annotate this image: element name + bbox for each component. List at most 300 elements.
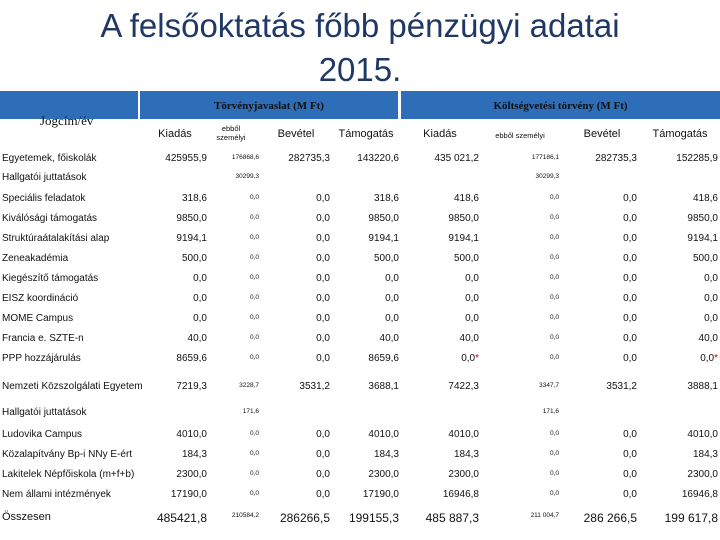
- cell-value: 184,3: [373, 449, 399, 460]
- cell-col-1: [193, 273, 207, 284]
- cell-value: 0,0: [549, 430, 559, 437]
- cell-col-3: [316, 333, 330, 344]
- cell-value: 0,0: [623, 429, 637, 440]
- cell-col-1: [176, 233, 207, 244]
- cell-value: 0,0: [700, 353, 715, 364]
- cell-col-8: [687, 381, 718, 392]
- cell-col-8: [687, 233, 718, 244]
- cell-value: 0,0: [704, 313, 718, 324]
- cell-value: 7219,3: [176, 381, 207, 392]
- cell-col-3: [288, 153, 330, 164]
- cell-value: 0,0: [461, 353, 476, 364]
- cell-value: 9194,1: [687, 233, 718, 244]
- cell-col-6: [550, 430, 559, 437]
- cell-value: 2300,0: [687, 469, 718, 480]
- cell-value: 0,0: [316, 273, 330, 284]
- cell-col-4: [368, 469, 399, 480]
- cell-value: 0,0: [623, 273, 637, 284]
- cell-col-7: [623, 353, 637, 364]
- cell-col-8: [699, 333, 718, 344]
- cell-col-5: [461, 353, 479, 364]
- cell-col-7: [623, 469, 637, 480]
- cell-value: 0,0: [249, 450, 259, 457]
- col-ebbol-2: ebből személyi: [495, 131, 545, 140]
- cell-col-6: [550, 254, 559, 261]
- cell-col-5: [448, 213, 479, 224]
- cell-value: 210584,2: [231, 512, 259, 519]
- cell-col-5: [443, 489, 479, 500]
- cell-value: 0,0: [316, 489, 330, 500]
- title-line-1: A felsőoktatás főbb pénzügyi adatai: [100, 7, 620, 44]
- cell-col-5: [465, 293, 479, 304]
- cell-col-4: [368, 233, 399, 244]
- cell-value: 8659,6: [176, 353, 207, 364]
- row-label: Francia e. SZTE-n: [2, 333, 84, 344]
- row-label: Lakitelek Népfőiskola (m+f+b): [2, 469, 135, 480]
- cell-value: 0,0: [249, 234, 259, 241]
- row-label: Nem állami intézmények: [2, 489, 111, 500]
- cell-col-8: [687, 213, 718, 224]
- cell-value: 199 617,8: [664, 511, 718, 525]
- cell-col-5: [448, 381, 479, 392]
- cell-value: 2300,0: [176, 469, 207, 480]
- cell-col-6: [531, 512, 559, 519]
- cell-value: 0,0: [316, 313, 330, 324]
- cell-value: 0,0: [623, 193, 637, 204]
- cell-col-3: [316, 469, 330, 480]
- cell-col-1: [176, 469, 207, 480]
- cell-col-3: [316, 193, 330, 204]
- row-label: Struktúraátalakítási alap: [2, 233, 110, 244]
- cell-col-1: [171, 489, 207, 500]
- cell-col-3: [316, 313, 330, 324]
- cell-value: 0,0: [193, 313, 207, 324]
- cell-col-5: [454, 449, 479, 460]
- cell-col-8: [687, 429, 718, 440]
- row-label: Összesen: [2, 511, 51, 523]
- cell-value: 0,0: [623, 293, 637, 304]
- cell-col-5: [465, 313, 479, 324]
- cell-value: 171,6: [542, 408, 559, 415]
- cell-col-4: [385, 293, 399, 304]
- cell-col-2: [250, 334, 259, 341]
- cell-value: 0,0: [249, 294, 259, 301]
- cell-value: 30299,3: [235, 173, 259, 180]
- cell-value: 199155,3: [348, 511, 399, 525]
- cell-col-8: [676, 153, 718, 164]
- cell-value: 0,0: [316, 233, 330, 244]
- cell-value: 0,0: [249, 354, 259, 361]
- cell-value: 418,6: [692, 193, 718, 204]
- cell-value: 9194,1: [368, 233, 399, 244]
- cell-value: 0,0: [549, 334, 559, 341]
- cell-col-4: [385, 313, 399, 324]
- cell-col-8: [693, 253, 718, 264]
- cell-col-4: [380, 333, 399, 344]
- cell-value: 9850,0: [176, 213, 207, 224]
- cell-value: 3888,1: [687, 381, 718, 392]
- row-label: Kiválósági támogatás: [2, 213, 98, 224]
- cell-value: 17190,0: [170, 489, 207, 500]
- cell-value: 9194,1: [448, 233, 479, 244]
- cell-value: 40,0: [379, 333, 399, 344]
- cell-value: 0,0: [623, 213, 637, 224]
- cell-col-1: [176, 353, 207, 364]
- cell-col-8: [704, 293, 718, 304]
- cell-value: 184,3: [692, 449, 718, 460]
- cell-col-2: [250, 234, 259, 241]
- cell-col-4: [374, 193, 399, 204]
- cell-col-5: [448, 429, 479, 440]
- cell-value: 8659,6: [368, 353, 399, 364]
- cell-col-4: [385, 273, 399, 284]
- row-label: Ludovika Campus: [2, 429, 83, 440]
- cell-col-6: [550, 314, 559, 321]
- cell-value: 0,0: [623, 449, 637, 460]
- col-ebbol-1: [206, 124, 256, 142]
- cell-value: 184,3: [453, 449, 479, 460]
- cell-value: 0,0: [549, 314, 559, 321]
- cell-col-2: [250, 214, 259, 221]
- cell-col-2: [250, 194, 259, 201]
- row-label-header: Jogcím/év: [40, 113, 94, 128]
- cell-col-4: [374, 449, 399, 460]
- row-label: Speciális feladatok: [2, 193, 86, 204]
- cell-col-1: [182, 193, 207, 204]
- cell-value: 0,0: [249, 470, 259, 477]
- cell-value: 0,0: [623, 313, 637, 324]
- cell-col-3: [316, 253, 330, 264]
- group1-label: Törvényjavaslat (M Ft): [214, 100, 324, 112]
- cell-col-6: [550, 234, 559, 241]
- cell-col-2: [250, 470, 259, 477]
- cell-col-6: [550, 194, 559, 201]
- cell-value: 0,0: [249, 254, 259, 261]
- cell-value: 0,0: [385, 293, 399, 304]
- cell-value: 0,0: [249, 214, 259, 221]
- cell-col-5: [454, 193, 479, 204]
- cell-value: 0,0: [316, 193, 330, 204]
- cell-value: 40,0: [187, 333, 207, 344]
- cell-col-7: [595, 153, 637, 164]
- cell-col-7: [623, 193, 637, 204]
- cell-col-3: [316, 353, 330, 364]
- cell-col-6: [550, 450, 559, 457]
- cell-col-6: [543, 408, 559, 415]
- cell-col-3: [316, 449, 330, 460]
- cell-value: 0,0: [465, 313, 479, 324]
- cell-col-6: [536, 173, 560, 180]
- cell-value: 171,6: [242, 408, 259, 415]
- cell-col-8: [693, 449, 718, 460]
- cell-col-6: [550, 294, 559, 301]
- cell-value: 0,0: [316, 429, 330, 440]
- cell-col-1: [188, 333, 207, 344]
- cell-col-1: [182, 253, 207, 264]
- cell-value: 2300,0: [448, 469, 479, 480]
- cell-col-5: [454, 253, 479, 264]
- cell-col-7: [584, 511, 637, 525]
- cell-col-7: [623, 293, 637, 304]
- cell-col-7: [623, 213, 637, 224]
- cell-value: 0,0: [385, 313, 399, 324]
- cell-value: 40,0: [459, 333, 479, 344]
- cell-col-6: [550, 470, 559, 477]
- cell-col-4: [363, 489, 399, 500]
- cell-value: 286 266,5: [583, 511, 637, 525]
- cell-value: 500,0: [453, 253, 479, 264]
- cell-col-7: [623, 313, 637, 324]
- cell-value: 0,0: [316, 449, 330, 460]
- cell-col-1: [157, 511, 207, 525]
- cell-value: 0,0: [623, 489, 637, 500]
- cell-value: 16946,8: [442, 489, 479, 500]
- row-label: Nemzeti Közszolgálati Egyetem: [2, 381, 143, 392]
- cell-value: 40,0: [698, 333, 718, 344]
- cell-value: 0,0: [465, 273, 479, 284]
- cell-col-2: [243, 408, 259, 415]
- cell-col-8: [665, 511, 718, 525]
- cell-col-3: [299, 381, 330, 392]
- cell-value: 0,0: [549, 254, 559, 261]
- cell-value: 0,0: [193, 293, 207, 304]
- cell-col-5: [448, 233, 479, 244]
- cell-value: 0,0: [316, 253, 330, 264]
- cell-value: 152285,9: [676, 153, 718, 164]
- col-tamogatas-2: Támogatás: [652, 128, 708, 140]
- cell-value: 4010,0: [176, 429, 207, 440]
- cell-value: 4010,0: [448, 429, 479, 440]
- cell-col-6: [550, 214, 559, 221]
- cell-col-6: [550, 274, 559, 281]
- cell-col-4: [368, 213, 399, 224]
- cell-value: 500,0: [181, 253, 207, 264]
- row-label: MOME Campus: [2, 313, 74, 324]
- cell-col-4: [349, 511, 399, 525]
- cell-value: 3688,1: [368, 381, 399, 392]
- cell-value: 0,0: [193, 273, 207, 284]
- cell-value: 0,0: [549, 274, 559, 281]
- cell-col-8: [700, 353, 718, 364]
- cell-col-8: [693, 193, 718, 204]
- cell-value: 0,0: [316, 293, 330, 304]
- cell-value: 0,0: [249, 334, 259, 341]
- cell-value: 0,0: [465, 293, 479, 304]
- col-kiadas-1: Kiadás: [158, 128, 192, 140]
- cell-col-4: [368, 381, 399, 392]
- cell-value: 3531,2: [299, 381, 330, 392]
- cell-col-1: [176, 429, 207, 440]
- cell-value: 0,0: [623, 333, 637, 344]
- cell-value: 7422,3: [448, 381, 479, 392]
- footnote-star: *: [714, 353, 718, 364]
- cell-value: 0,0: [249, 314, 259, 321]
- cell-col-2: [232, 154, 259, 161]
- cell-value: 3531,2: [606, 381, 637, 392]
- cell-col-7: [606, 381, 637, 392]
- cell-col-2: [250, 254, 259, 261]
- cell-col-3: [316, 233, 330, 244]
- cell-col-4: [374, 253, 399, 264]
- col-ebbol-1-line2: személyi: [216, 133, 246, 142]
- cell-value: 0,0: [549, 194, 559, 201]
- cell-value: 418,6: [453, 193, 479, 204]
- cell-col-8: [704, 313, 718, 324]
- row-label: Egyetemek, főiskolák: [2, 153, 97, 164]
- cell-col-1: [165, 153, 207, 164]
- cell-value: 211 004,7: [530, 512, 559, 519]
- cell-value: 0,0: [316, 213, 330, 224]
- cell-value: 9850,0: [368, 213, 399, 224]
- cell-col-8: [704, 273, 718, 284]
- cell-value: 0,0: [549, 234, 559, 241]
- cell-col-3: [316, 489, 330, 500]
- cell-value: 318,6: [373, 193, 399, 204]
- cell-value: 0,0: [316, 469, 330, 480]
- cell-value: 0,0: [549, 470, 559, 477]
- row-label: Hallgatói juttatások: [2, 407, 87, 418]
- row-label: PPP hozzájárulás: [2, 353, 81, 364]
- footnote-star: *: [475, 353, 479, 364]
- row-label: Kiegészítő támogatás: [2, 273, 99, 284]
- cell-col-2: [250, 450, 259, 457]
- cell-value: 286266,5: [279, 511, 330, 525]
- title-line-2: 2015.: [318, 51, 402, 88]
- cell-value: 176868,6: [231, 154, 259, 161]
- cell-col-6: [550, 334, 559, 341]
- slide-title: [0, 4, 720, 92]
- cell-value: 0,0: [249, 274, 259, 281]
- col-bevetel-2: Bevétel: [583, 128, 621, 140]
- cell-value: 435 021,2: [434, 153, 479, 164]
- cell-col-3: [316, 429, 330, 440]
- col-tamogatas-1: Támogatás: [338, 128, 394, 140]
- cell-value: 17190,0: [362, 489, 399, 500]
- cell-value: 0,0: [704, 293, 718, 304]
- cell-value: 0,0: [549, 450, 559, 457]
- col-bevetel-1: Bevétel: [277, 128, 315, 140]
- group2-label: Költségvetési törvény (M Ft): [493, 100, 628, 112]
- col-ebbol-1-line1: ebből: [221, 124, 241, 133]
- cell-value: 0,0: [316, 353, 330, 364]
- cell-value: 500,0: [373, 253, 399, 264]
- cell-value: 4010,0: [687, 429, 718, 440]
- cell-col-7: [623, 449, 637, 460]
- row-label: Közalapítvány Bp-i NNy E-ért: [2, 449, 133, 460]
- cell-col-3: [316, 273, 330, 284]
- cell-col-4: [368, 353, 399, 364]
- cell-value: 3347,7: [539, 382, 559, 389]
- cell-value: 318,6: [181, 193, 207, 204]
- cell-value: 9850,0: [687, 213, 718, 224]
- cell-col-4: [368, 429, 399, 440]
- cell-col-6: [550, 354, 559, 361]
- cell-col-6: [539, 382, 559, 389]
- cell-value: 143220,6: [357, 153, 399, 164]
- cell-col-7: [623, 489, 637, 500]
- cell-value: 0,0: [249, 194, 259, 201]
- cell-col-7: [623, 273, 637, 284]
- cell-col-7: [623, 233, 637, 244]
- cell-value: 0,0: [549, 294, 559, 301]
- cell-value: 282735,3: [288, 153, 330, 164]
- cell-value: 0,0: [316, 333, 330, 344]
- cell-value: 0,0: [385, 273, 399, 284]
- cell-col-3: [280, 511, 330, 525]
- cell-col-2: [250, 274, 259, 281]
- cell-value: 0,0: [249, 430, 259, 437]
- cell-value: 0,0: [704, 273, 718, 284]
- cell-value: 0,0: [549, 354, 559, 361]
- cell-col-5: [435, 153, 480, 164]
- cell-col-1: [176, 381, 207, 392]
- row-label: EISZ koordináció: [2, 293, 79, 304]
- cell-value: 9850,0: [448, 213, 479, 224]
- cell-col-8: [682, 489, 718, 500]
- cell-value: 177186,1: [531, 154, 559, 161]
- cell-value: 0,0: [623, 469, 637, 480]
- cell-value: 2300,0: [368, 469, 399, 480]
- cell-col-7: [623, 429, 637, 440]
- cell-value: 30299,3: [535, 173, 559, 180]
- cell-value: 282735,3: [595, 153, 637, 164]
- cell-value: 0,0: [549, 490, 559, 497]
- cell-col-2: [250, 490, 259, 497]
- cell-value: 184,3: [181, 449, 207, 460]
- cell-col-2: [236, 173, 260, 180]
- cell-value: 0,0: [623, 353, 637, 364]
- cell-col-7: [623, 333, 637, 344]
- cell-col-1: [193, 313, 207, 324]
- cell-col-2: [250, 294, 259, 301]
- cell-value: 0,0: [249, 490, 259, 497]
- finance-table: [0, 91, 720, 540]
- cell-value: 485421,8: [156, 511, 207, 525]
- cell-value: 4010,0: [368, 429, 399, 440]
- cell-value: 3228,7: [239, 382, 259, 389]
- cell-col-5: [448, 469, 479, 480]
- cell-value: 0,0: [549, 214, 559, 221]
- row-label: Hallgatói juttatások: [2, 172, 87, 183]
- cell-col-2: [250, 430, 259, 437]
- cell-col-8: [687, 469, 718, 480]
- cell-value: 485 887,3: [425, 511, 479, 525]
- cell-col-1: [193, 293, 207, 304]
- col-kiadas-2: Kiadás: [423, 128, 457, 140]
- cell-col-4: [357, 153, 399, 164]
- cell-col-5: [465, 273, 479, 284]
- cell-col-2: [232, 512, 259, 519]
- row-label: Zeneakadémia: [2, 253, 69, 264]
- cell-value: 425955,9: [165, 153, 207, 164]
- cell-col-5: [426, 511, 479, 525]
- cell-col-3: [316, 293, 330, 304]
- cell-col-1: [182, 449, 207, 460]
- cell-value: 0,0: [623, 233, 637, 244]
- cell-value: 500,0: [692, 253, 718, 264]
- cell-value: 0,0: [623, 253, 637, 264]
- cell-value: 16946,8: [681, 489, 718, 500]
- cell-col-7: [623, 253, 637, 264]
- cell-col-6: [550, 490, 559, 497]
- cell-col-3: [316, 213, 330, 224]
- cell-col-2: [239, 382, 259, 389]
- cell-col-2: [250, 354, 259, 361]
- cell-col-6: [532, 154, 559, 161]
- cell-col-2: [250, 314, 259, 321]
- cell-col-1: [176, 213, 207, 224]
- cell-value: 9194,1: [176, 233, 207, 244]
